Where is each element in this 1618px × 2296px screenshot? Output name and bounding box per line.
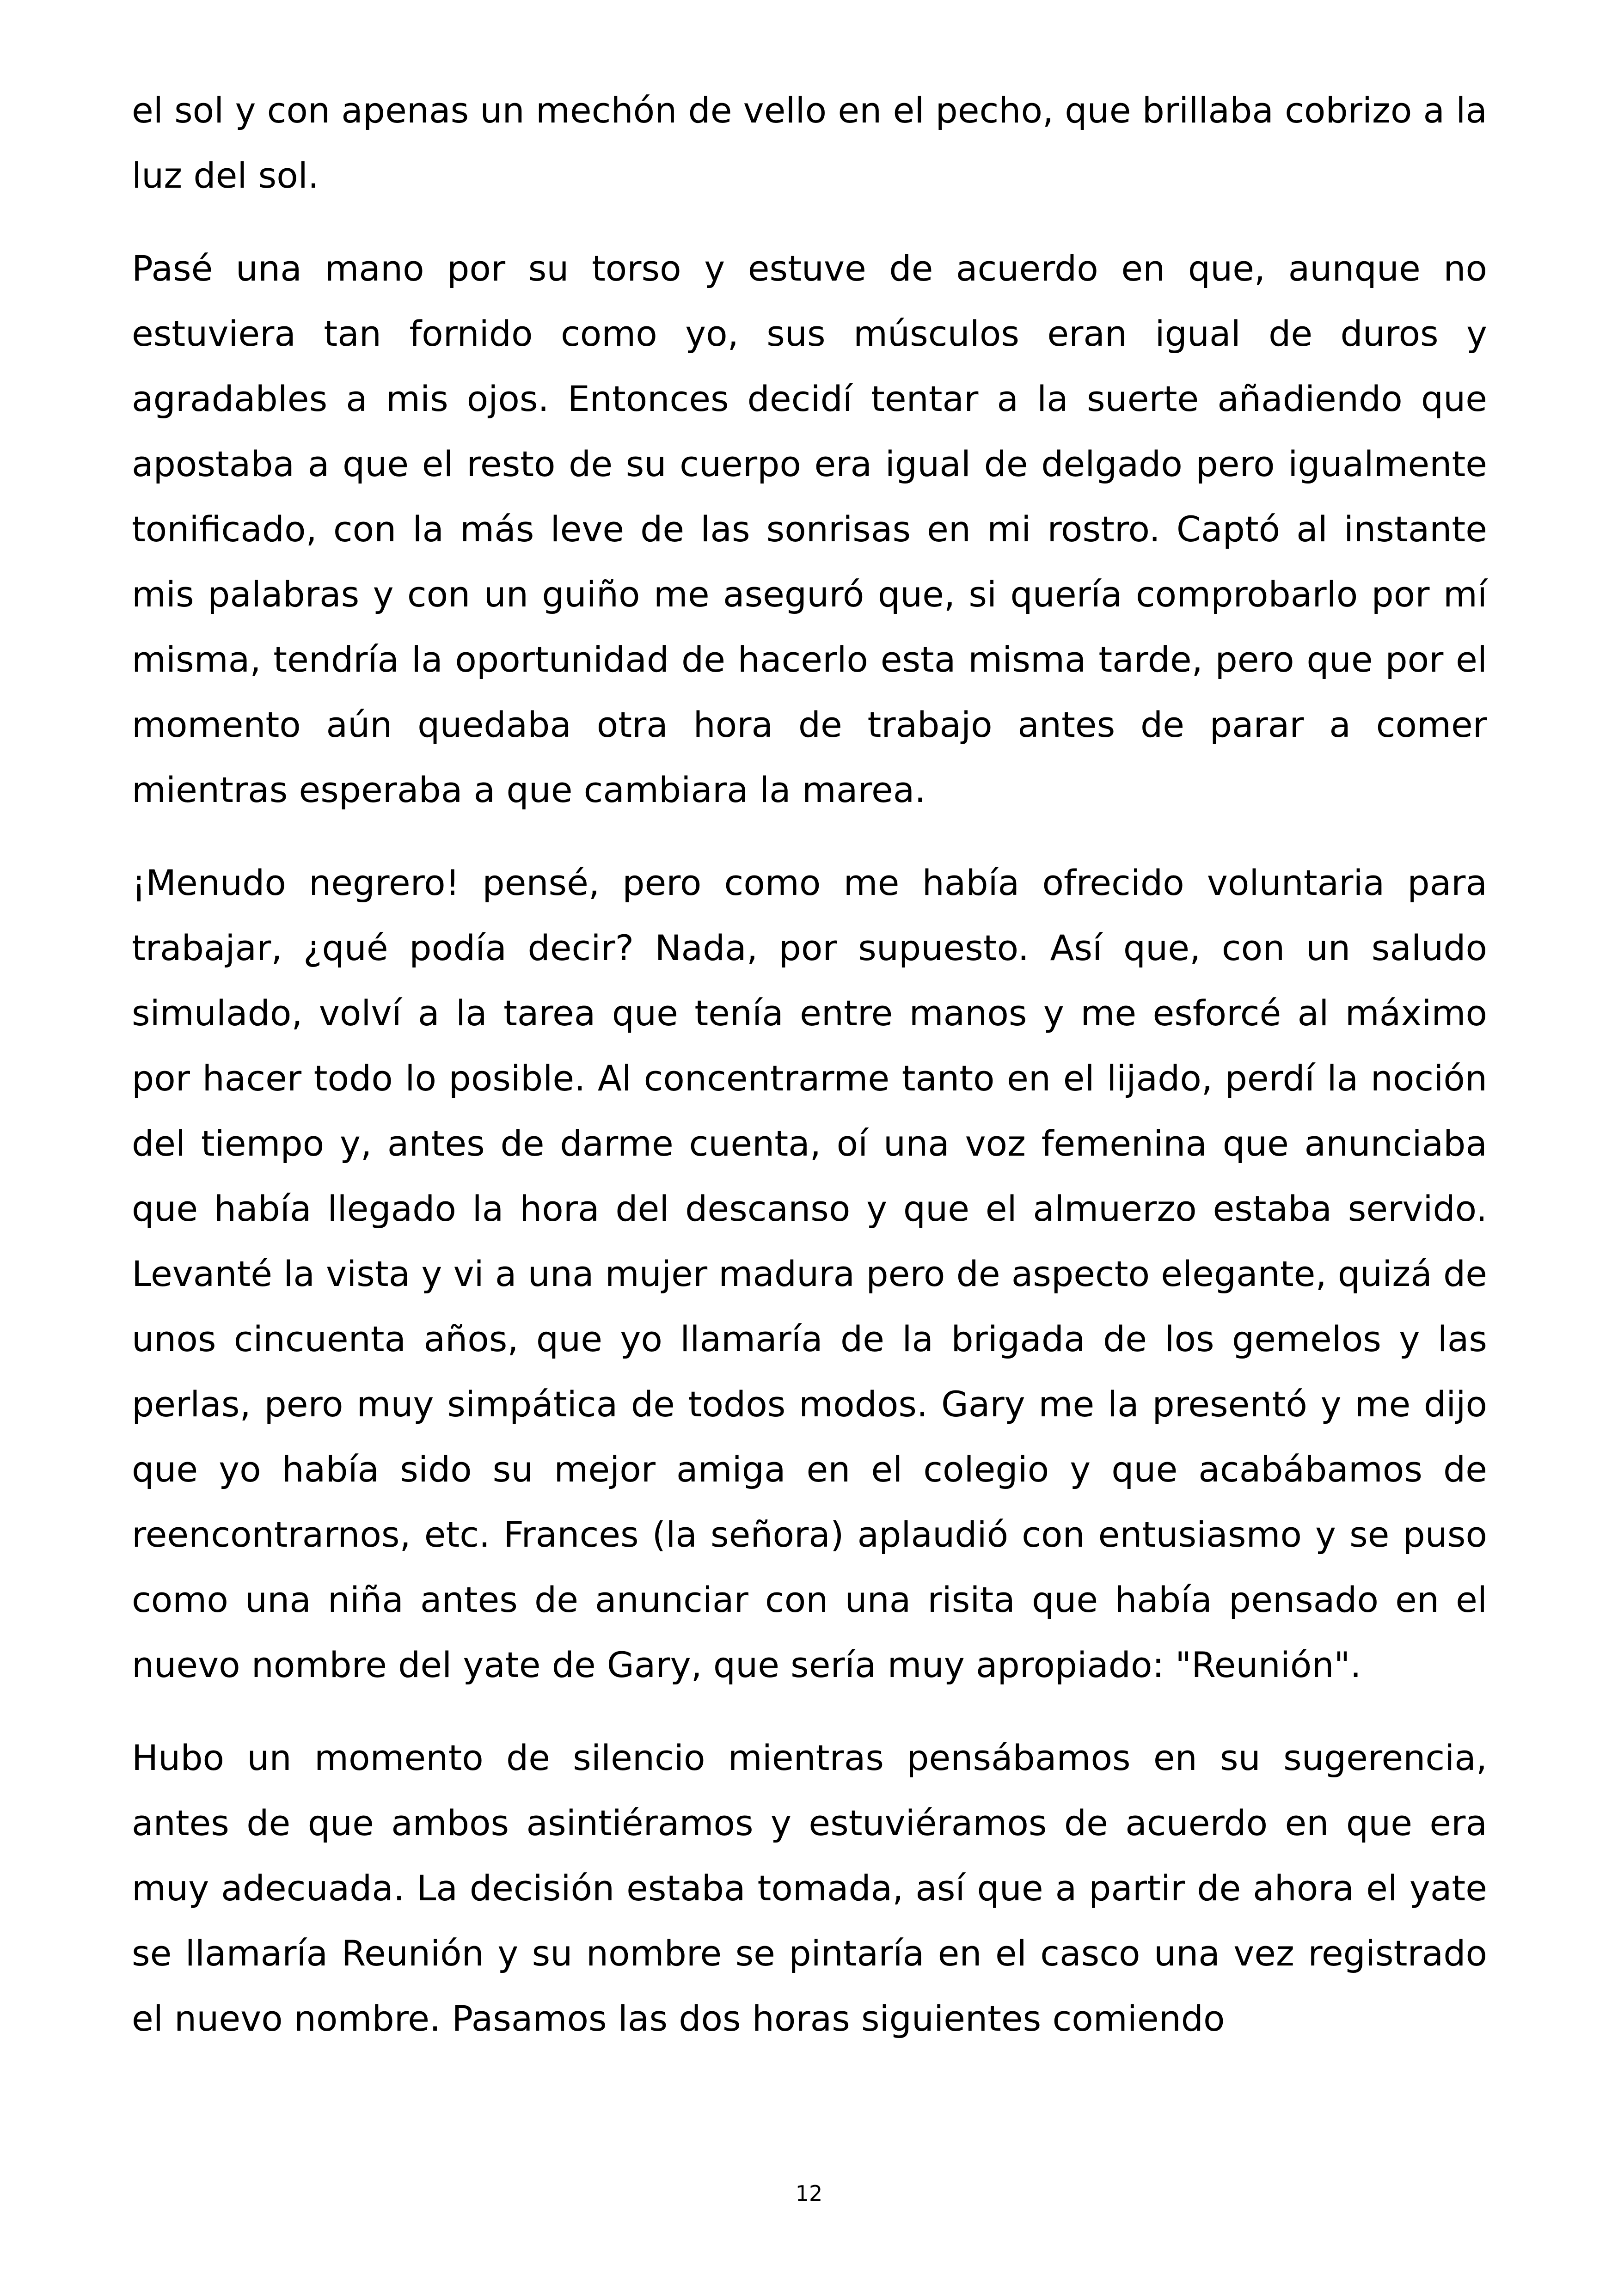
paragraph-1: el sol y con apenas un mechón de vello en el pecho, que brillaba cobrizo a la luz del sol. bbox=[132, 90, 1487, 196]
paragraph-3: ¡Menudo negrero! pensé, pero como me había ofrecido voluntaria para trabajar, ¿qué podía decir? Nada, por supuesto. Así que, con un saludo simulado, volví a la tarea que tenía entre manos y me esforcé al máximo por hacer todo lo posible. Al concentrarme tanto en el lijado, perdí la noción del tiempo y, antes de darme cuenta, oí una voz femenina que anunciaba que había llegado la hora del descanso y que el almuerzo estaba servido. Levanté la vista y vi a una mujer madura pero de aspecto elegante, quizá de unos cincuenta años, que yo llamaría de la brigada de los gemelos y las perlas, pero muy simpática de todos modos. Gary me la presentó y me dijo que yo había sido su mejor amiga en el colegio y que acabábamos de reencontrarnos, etc. Frances (la señora) aplaudió con entusiasmo y se puso como una niña antes de anunciar con una risita que había pensado en el nuevo nombre del yate de Gary, que sería muy apropiado: "Reunión". bbox=[132, 862, 1487, 1685]
page-number: 12 bbox=[795, 2181, 823, 2206]
body-text bbox=[132, 78, 1487, 2051]
paragraph-2: Pasé una mano por su torso y estuve de acuerdo en que, aunque no estuviera tan fornido como yo, sus músculos eran igual de duros y agradables a mis ojos. Entonces decidí tentar a la suerte añadiendo que apostaba a que el resto de su cuerpo era igual de delgado pero igualmente tonificado, con la más leve de las sonrisas en mi rostro. Captó al instante mis palabras y con un guiño me aseguró que, si quería comprobarlo por mí misma, tendría la oportunidad de hacerlo esta misma tarde, pero que por el momento aún quedaba otra hora de trabajo antes de parar a comer mientras esperaba a que cambiara la marea. bbox=[132, 248, 1487, 810]
paragraph-4: Hubo un momento de silencio mientras pensábamos en su sugerencia, antes de que ambos asintiéramos y estuviéramos de acuerdo en que era muy adecuada. La decisión estaba tomada, así que a partir de ahora el yate se llamaría Reunión y su nombre se pintaría en el casco una vez registrado el nuevo nombre. Pasamos las dos horas siguientes comiendo bbox=[132, 1737, 1487, 2039]
